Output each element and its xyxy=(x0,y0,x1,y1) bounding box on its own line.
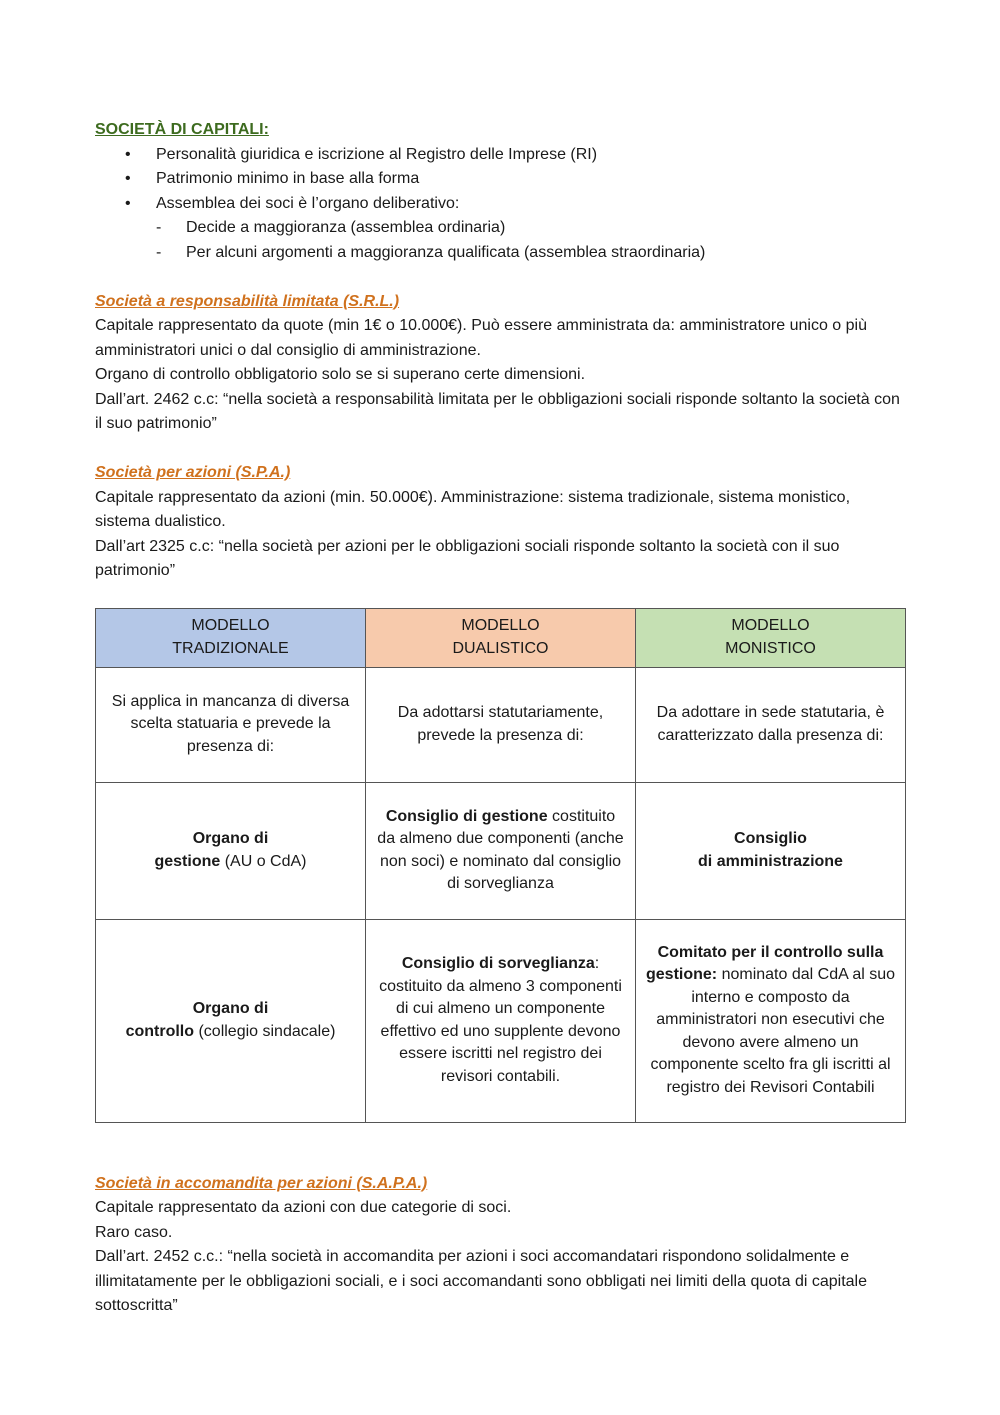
table-row xyxy=(96,782,906,919)
section-heading-spa: Società per azioni (S.P.A.) xyxy=(95,464,291,481)
table-cell: Comitato per il controllo sulla gestione: nominato dal CdA al suo interno e composto da amministratori non esecutivi che devono avere almeno un componente scelto fra gli iscritti al registro dei Revisori Contabili xyxy=(636,919,906,1122)
srl-paragraph: Capitale rappresentato da quote (min 1€ o 10.000€). Può essere amministrata da: amministratore unico o più amministratori unici o dal consiglio di amministrazione. xyxy=(95,317,867,359)
sapa-paragraph: Dall’art. 2452 c.c.: “nella società in accomandita per azioni i soci accomandatari rispondono solidalmente e illimitatamente per le obbligazioni sociali, e i soci accomandanti sono obbligati nei limiti della quota di capitale sottoscritta” xyxy=(95,1248,867,1314)
table-cell: Si applica in mancanza di diversa scelta statuaria e prevede la presenza di: xyxy=(96,667,366,782)
list-item: • Assemblea dei soci è l’organo deliberativo: xyxy=(95,192,907,217)
list-item: • Personalità giuridica e iscrizione al Registro delle Imprese (RI) xyxy=(95,143,907,168)
table-cell: Da adottare in sede statutaria, è caratterizzato dalla presenza di: xyxy=(636,667,906,782)
table-cell: Organo di gestione (AU o CdA) xyxy=(96,782,366,919)
header-cell-tradizionale: MODELLO TRADIZIONALE xyxy=(96,608,366,667)
table-cell: Consiglio di gestione costituito da almeno due componenti (anche non soci) e nominato dal consiglio di sorveglianza xyxy=(366,782,636,919)
sapa-paragraph: Capitale rappresentato da azioni con due categorie di soci. xyxy=(95,1199,512,1216)
srl-paragraph: Dall’art. 2462 c.c: “nella società a responsabilità limitata per le obbligazioni sociali risponde soltanto la società con il suo patrimonio” xyxy=(95,390,900,432)
list-item: - Decide a maggioranza (assemblea ordinaria) xyxy=(95,216,907,241)
header-cell-dualistico: MODELLO DUALISTICO xyxy=(366,608,636,667)
governance-models-table xyxy=(95,608,906,1123)
document-page xyxy=(95,118,907,1319)
table-cell: Consiglio di amministrazione xyxy=(636,782,906,919)
list-item: - Per alcuni argomenti a maggioranza qualificata (assemblea straordinaria) xyxy=(95,241,907,266)
table-row xyxy=(96,919,906,1122)
table-cell: Da adottarsi statutariamente, prevede la presenza di: xyxy=(366,667,636,782)
list-item: • Patrimonio minimo in base alla forma xyxy=(95,167,907,192)
table-cell: Organo di controllo (collegio sindacale) xyxy=(96,919,366,1122)
spa-paragraph: Capitale rappresentato da azioni (min. 50.000€). Amministrazione: sistema tradizionale, sistema monistico, sistema dualistico. xyxy=(95,488,851,530)
section-heading-capitali: SOCIETÀ DI CAPITALI: xyxy=(95,121,269,138)
sapa-paragraph: Raro caso. xyxy=(95,1223,173,1241)
table-header-row xyxy=(96,608,906,667)
table-row xyxy=(96,667,906,782)
assemblea-sub-list xyxy=(95,216,907,265)
capitali-bullet-list xyxy=(95,143,907,217)
section-heading-srl: Società a responsabilità limitata (S.R.L.) xyxy=(95,292,400,310)
header-cell-monistico: MODELLO MONISTICO xyxy=(636,608,906,667)
section-heading-sapa: Società in accomandita per azioni (S.A.P.A.) xyxy=(95,1174,428,1192)
table-cell: Consiglio di sorveglianza: costituito da almeno 3 componenti di cui almeno un componente effettivo ed uno supplente devono essere iscritti nel registro dei revisori contabili. xyxy=(366,919,636,1122)
srl-paragraph: Organo di controllo obbligatorio solo se si superano certe dimensioni. xyxy=(95,366,586,383)
spa-paragraph: Dall’art 2325 c.c: “nella società per azioni per le obbligazioni sociali risponde soltanto la società con il suo patrimonio” xyxy=(95,537,840,579)
